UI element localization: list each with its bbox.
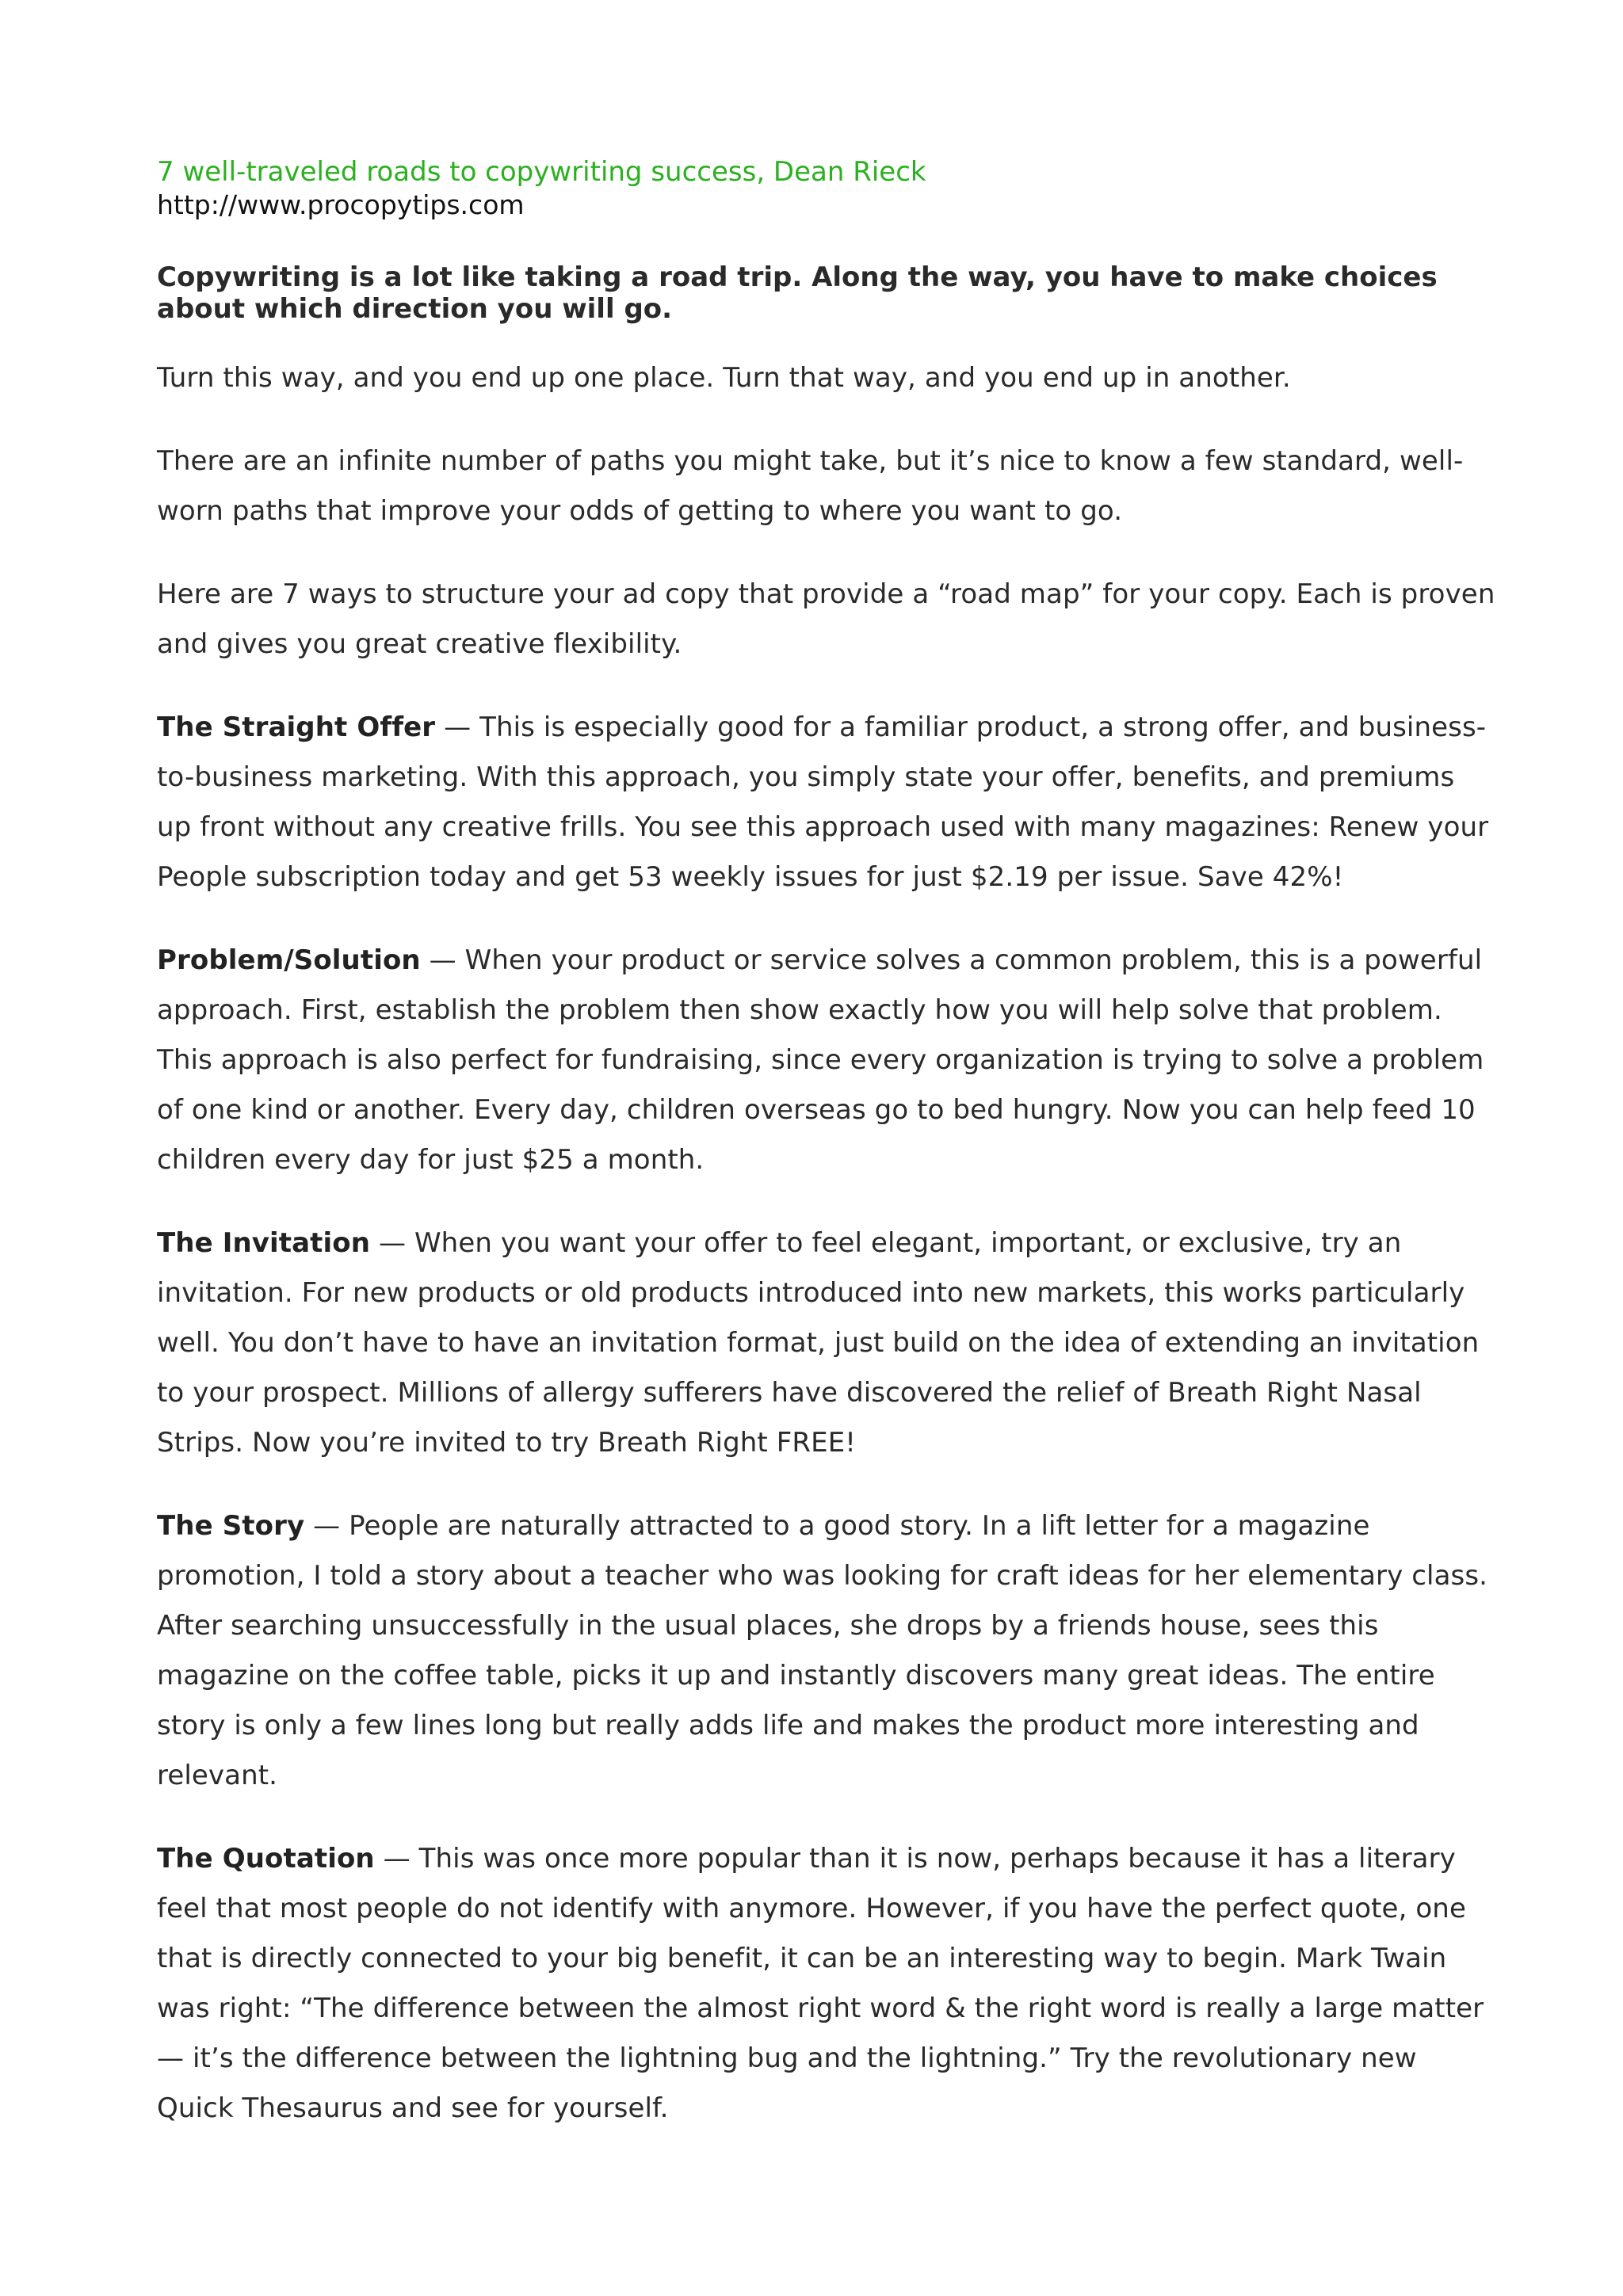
section-problem-solution — [157, 936, 1496, 1185]
section-text: — This was once more popular than it is now, perhaps because it has a literary feel that most people do not identify with anymore. However, if you have the perfect quote, one that is directly connected to your big benefit, it can be an interesting way to begin. Mark Twain was right: “The difference between the almost right word & the right word is really a large matter — it’s the difference between the lightning bug and the lightning.” Try the revolutionary new Quick Thesaurus and see for yourself. — [157, 1843, 1484, 2124]
body-paragraph: There are an infinite number of paths you might take, but it’s nice to know a few standard, well-worn paths that improve your odds of getting to where you want to go. — [157, 445, 1464, 527]
section-heading: The Straight Offer — [157, 711, 436, 743]
section-heading: The Quotation — [157, 1843, 375, 1875]
section-heading: The Story — [157, 1510, 305, 1542]
body-paragraph: Here are 7 ways to structure your ad copy that provide a “road map” for your copy. Each is proven and gives you great creative flexibility. — [157, 578, 1495, 660]
section-story — [157, 1501, 1496, 1801]
intro-paragraph: Copywriting is a lot like taking a road trip. Along the way, you have to make choices about which direction you will go. — [157, 261, 1438, 325]
section-text: — When you want your offer to feel elegant, important, or exclusive, try an invitation. For new products or old products introduced into new markets, this works particularly well. You don’t have to have an invitation format, just build on the idea of extending an invitation to your prospect. Millions of allergy sufferers have discovered the relief of Breath Right Nasal Strips. Now you’re invited to try Breath Right FREE! — [157, 1227, 1480, 1459]
section-straight-offer — [157, 703, 1496, 902]
body-paragraph: Turn this way, and you end up one place. Turn that way, and you end up in another. — [157, 362, 1291, 394]
section-heading: The Invitation — [157, 1227, 371, 1259]
section-text: — When your product or service solves a common problem, this is a powerful approach. First, establish the problem then show exactly how you will help solve that problem. This approach is also perfect for fundraising, since every organization is trying to solve a problem of one kind or another. Every day, children overseas go to bed hungry. Now you can help feed 10 children every day for just $25 a month. — [157, 944, 1484, 1176]
document-page — [157, 155, 1496, 2167]
source-url: http://www.procopytips.com — [157, 189, 525, 220]
section-heading: Problem/Solution — [157, 944, 421, 976]
section-invitation — [157, 1219, 1496, 1468]
section-text: — People are naturally attracted to a good story. In a lift letter for a magazine promotion, I told a story about a teacher who was looking for craft ideas for her elementary class. After searching unsuccessfully in the usual places, she drops by a friends house, sees this magazine on the coffee table, picks it up and instantly discovers many great ideas. The entire story is only a few lines long but really adds life and makes the product more interesting and relevant. — [157, 1510, 1488, 1791]
section-text: — This is especially good for a familiar product, a strong offer, and business-to-business marketing. With this approach, you simply state your offer, benefits, and premiums up front without any creative frills. You see this approach used with many magazines: Renew your People subscription today and get 53 weekly issues for just $2.19 per issue. Save 42%! — [157, 711, 1489, 893]
section-quotation — [157, 1834, 1496, 2134]
document-title: 7 well-traveled roads to copywriting success, Dean Rieck — [157, 156, 926, 188]
